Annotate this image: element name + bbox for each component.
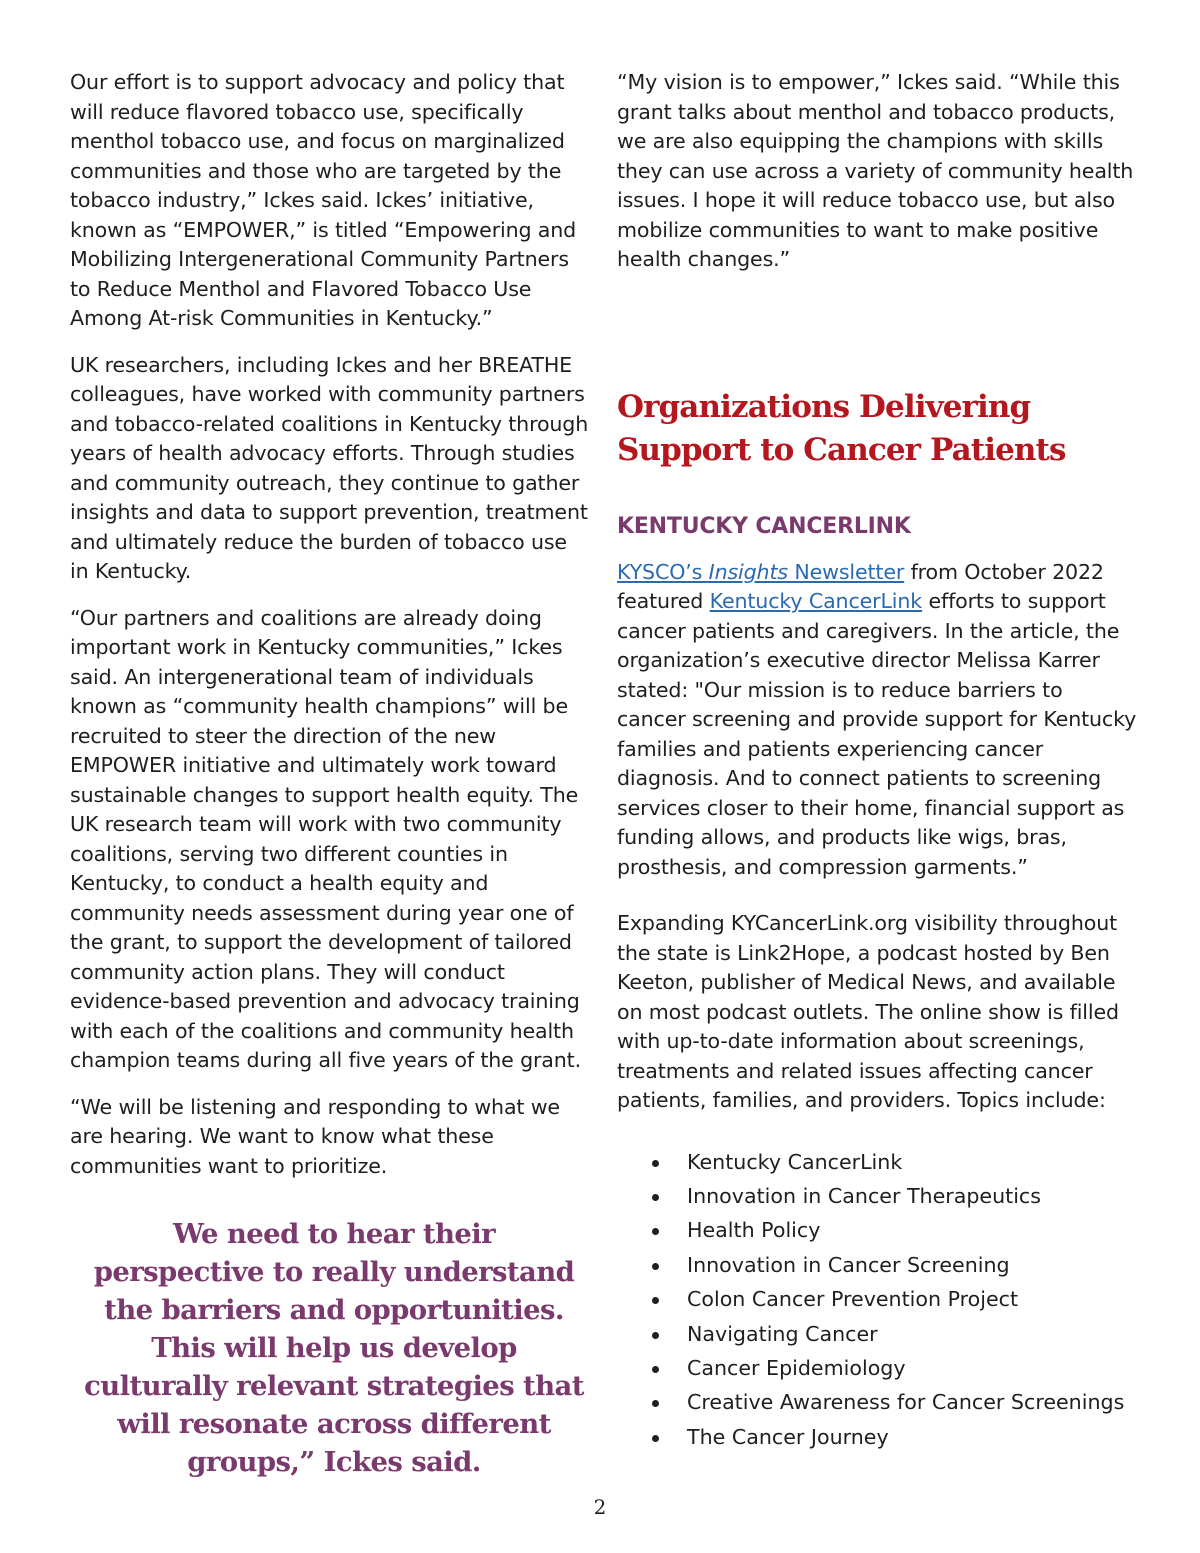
- kentucky-cancerlink-link[interactable]: Kentucky CancerLink: [709, 589, 923, 613]
- list-item: Health Policy: [651, 1213, 1137, 1247]
- page-number: 2: [593, 1495, 607, 1519]
- list-item: Innovation in Cancer Therapeutics: [651, 1179, 1137, 1213]
- list-item: Navigating Cancer: [651, 1317, 1137, 1351]
- subsection-title: KENTUCKY CANCERLINK: [617, 513, 911, 539]
- list-item: Innovation in Cancer Screening: [651, 1248, 1137, 1282]
- paragraph-partners-coalitions: “Our partners and coalitions are already doing important work in Kentucky communities,” Ickes said. An intergenerational team of individuals known as “community health champions” will be recruited to steer the direction of the new EMPOWER initiative and ultimately work toward sustainable changes to support health equity. The UK research team will work with two community coalitions, serving two different counties in Kentucky, to conduct a health equity and community needs assessment during year one of the grant, to support the development of tailored community action plans. They will conduct evidence-based prevention and advocacy training with each of the coalitions and community health champion teams during all five years of the grant.: [70, 605, 582, 1072]
- link-text-italic: Insights: [708, 559, 788, 584]
- topics-list: [617, 1145, 1137, 1455]
- list-item: Kentucky CancerLink: [651, 1145, 1137, 1179]
- paragraph-uk-researchers: UK researchers, including Ickes and her BREATHE colleagues, have worked with community partners and tobacco-related coalitions in Kentucky through years of health advocacy efforts. Through studies and community outreach, they continue to gather insights and data to support prevention, treatment and ultimately reduce the burden of tobacco use in Kentucky.: [70, 352, 589, 583]
- paragraph-text: from October 2022 featured: [617, 559, 1104, 613]
- paragraph-kentucky-cancerlink: [617, 558, 1137, 883]
- link-text: Newsletter: [787, 559, 905, 584]
- paragraph-listening: “We will be listening and responding to what we are hearing. We want to know what these communities want to prioritize.: [70, 1094, 560, 1178]
- list-item: Colon Cancer Prevention Project: [651, 1282, 1137, 1316]
- list-item: Creative Awareness for Cancer Screenings: [651, 1385, 1137, 1419]
- pull-quote: We need to hear their perspective to really understand the barriers and opportunities. This will help us develop culturally relevant strategies that will resonate across different groups,” Ickes said.: [84, 1218, 584, 1478]
- paragraph-empower-intro: Our effort is to support advocacy and policy that will reduce flavored tobacco use, specifically menthol tobacco use, and focus on marginalized communities and those who are targeted by the tobacco industry,” Ickes said. Ickes’ initiative, known as “EMPOWER,” is titled “Empowering and Mobilizing Intergenerational Community Partners to Reduce Menthol and Flavored Tobacco Use Among At-risk Communities in Kentucky.”: [70, 70, 577, 330]
- left-column: [70, 68, 590, 1481]
- kysco-insights-newsletter-link[interactable]: [617, 560, 904, 584]
- list-item: The Cancer Journey: [651, 1420, 1137, 1454]
- right-column: [617, 68, 1137, 1454]
- paragraph-link2hope-podcast: Expanding KYCancerLink.org visibility throughout the state is Link2Hope, a podcast hosted by Ben Keeton, publisher of Medical News, and available on most podcast outlets. The online show is filled with up-to-date information about screenings, treatments and related issues affecting cancer patients, families, and providers. Topics include:: [617, 911, 1119, 1112]
- list-item: Cancer Epidemiology: [651, 1351, 1137, 1385]
- section-title: Organizations Delivering Support to Cancer Patients: [617, 388, 1066, 468]
- link-text: KYSCO’s: [617, 559, 709, 584]
- paragraph-vision-quote: “My vision is to empower,” Ickes said. “While this grant talks about menthol and tobacco products, we are also equipping the champions with skills they can use across a variety of community health issues. I hope it will reduce tobacco use, but also mobilize communities to want to make positive health changes.”: [617, 70, 1134, 271]
- paragraph-text: efforts to support cancer patients and caregivers. In the article, the organization’s executive director Melissa Karrer stated: "Our mission is to reduce barriers to cancer screening and provide support for Kentucky families and patients experiencing cancer diagnosis. And to connect patients to screening services closer to their home, financial support as funding allows, and products like wigs, bras, prosthesis, and compression garments.”: [617, 589, 1137, 879]
